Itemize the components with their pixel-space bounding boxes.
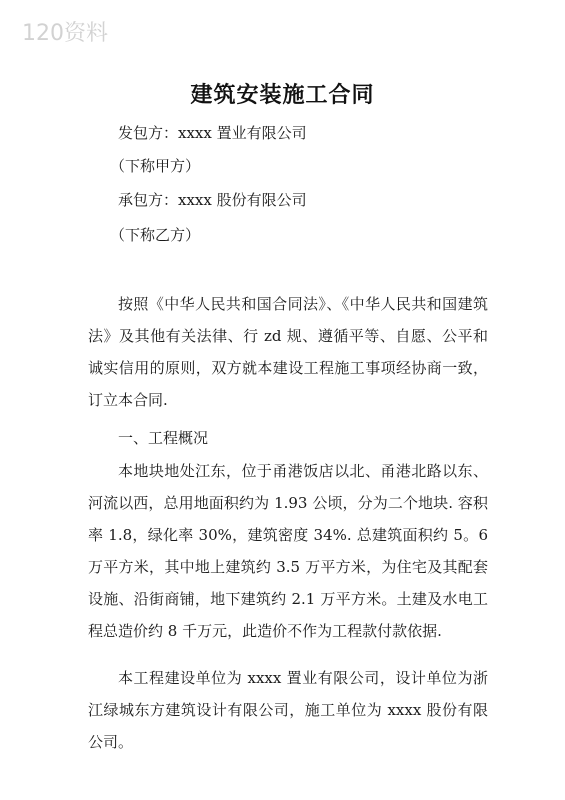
section-1-paragraph-1: 本地块地处江东，位于甬港饭店以北、甬港北路以东、河流以西，总用地面积约为 1.93 公顷，分为二个地块. 容积率 1.8，绿化率 30%，建筑密度 34%. 总建筑面积约 5。6 万平方米，其中地上建筑约 3.5 万平方米，为住宅及其配套设施、沿街商铺，地下建筑约 2.1 万平方米。土建及水电工程总造价约 8 千万元，此造价不作为工程款付款依据. bbox=[88, 462, 488, 640]
document-title: 建筑安装施工合同 bbox=[190, 83, 375, 108]
section-1-paragraph-2: 本工程建设单位为 xxxx 置业有限公司，设计单位为浙江绿城东方建筑设计有限公司，施工单位为 xxxx 股份有限公司。 bbox=[88, 669, 488, 751]
party-a-alias: （下称甲方） bbox=[110, 157, 201, 175]
party-b-line: 承包方：xxxx 股份有限公司 bbox=[118, 191, 307, 209]
section-1-heading: 一、工程概况 bbox=[118, 429, 209, 447]
watermark-logo: 120资料 bbox=[22, 21, 108, 46]
party-b-alias: （下称乙方） bbox=[110, 226, 201, 244]
party-a-line: 发包方：xxxx 置业有限公司 bbox=[118, 124, 307, 142]
intro-paragraph: 按照《中华人民共和国合同法》、《中华人民共和国建筑法》及其他有关法律、行 zd 规、遵循平等、自愿、公平和诚实信用的原则，双方就本建设工程施工事项经协商一致，订立本合同. bbox=[88, 295, 488, 409]
